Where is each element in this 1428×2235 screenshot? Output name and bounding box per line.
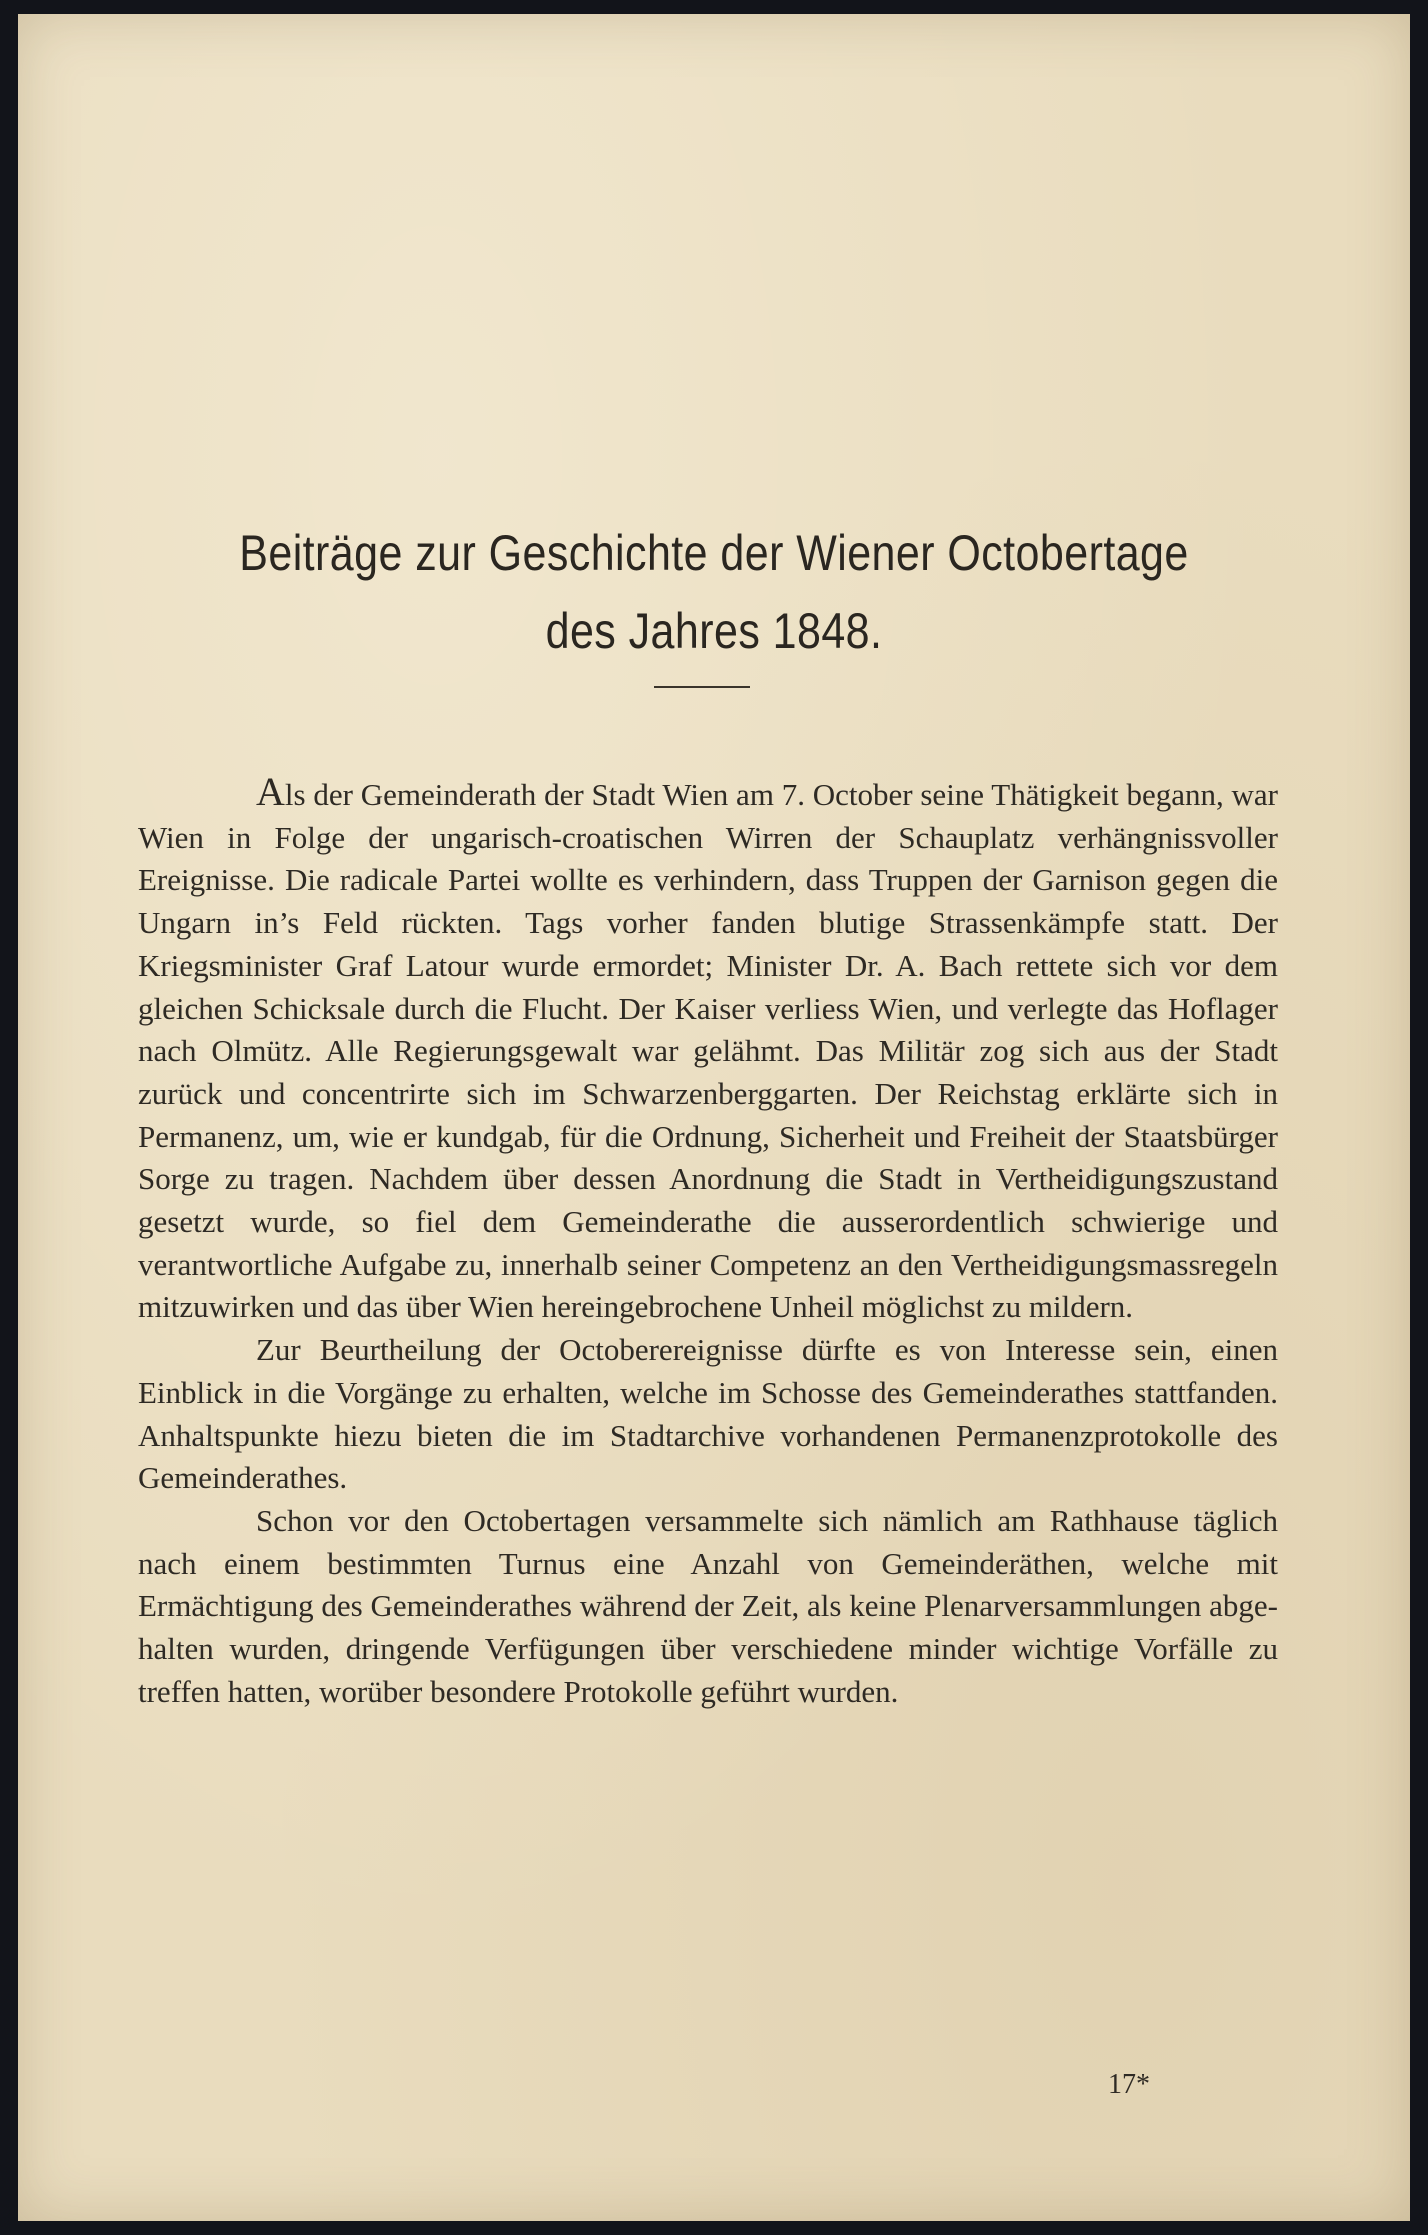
page-number: 17*: [1108, 2069, 1150, 2100]
paragraph-1-text: ls der Gemeinderath der Stadt Wien am 7. October seine Thätigkeit begann, war Wien in Folge der ungarisch-croatischen Wirren der Schauplatz verhängnissvoller Ereignisse. Die radicale Partei wollte es verhindern, dass Truppen der Garnison gegen die Ungarn in’s Feld rückten. Tags vorher fanden blutige Strassenkämpfe statt. Der Kriegsminister Graf Latour wurde ermordet; Minister Dr. A. Bach rettete sich vor dem gleichen Schicksale durch die Flucht. Der Kaiser verliess Wien, und verlegte das Hoflager nach Olmütz. Alle Regierungsgewalt war gelähmt. Das Militär zog sich aus der Stadt zurück und concentrirte sich im Schwarzenberggarten. Der Reichstag erklärte sich in Permanenz, um, wie er kundgab, für die Ordnung, Sicherheit und Freiheit der Staatsbürger Sorge zu tragen. Nachdem über dessen Anordnung die Stadt in Vertheidigungszustand gesetzt wurde, so fiel dem Gemeinderathe die ausserordentlich schwierige und verantwortliche Aufgabe zu, innerhalb seiner Competenz an den Vertheidigungsmassregeln mitzuwirken und das über Wien hereingebrochene Unheil möglichst zu mildern.: [138, 777, 1278, 1325]
body-text: [138, 769, 1278, 1713]
paragraph-1: [138, 769, 1278, 1329]
document-page: [18, 14, 1410, 2221]
paragraph-2: Zur Beurtheilung der Octoberereignisse dürfte es von Interesse sein, einen Einblick in die Vorgänge zu erhalten, welche im Schosse des Gemeinderathes stattfanden. Anhaltspunkte hiezu bieten die im Stadtarchive vorhandenen Permanenzprotokolle des Gemeinderathes.: [138, 1332, 1278, 1496]
initial-letter: A: [256, 769, 285, 814]
page-title: [115, 514, 1312, 670]
title-line-1: Beiträge zur Geschichte der Wiener Octobertage: [239, 525, 1189, 581]
paragraph-3: Schon vor den Octobertagen versammelte sich nämlich am Rathhause täglich nach einem bestimmten Turnus eine Anzahl von Gemeinderäthen, welche mit Ermächtigung des Gemeinderathes während der Zeit, als keine Plenarversammlungen abgehalten wurden, dringende Verfügungen über verschiedene minder wichtige Vorfälle zu treffen hatten, worüber besondere Protokolle geführt wurden.: [138, 1502, 1278, 1709]
title-line-2: des Jahres 1848.: [545, 603, 883, 659]
title-divider: [654, 686, 750, 688]
